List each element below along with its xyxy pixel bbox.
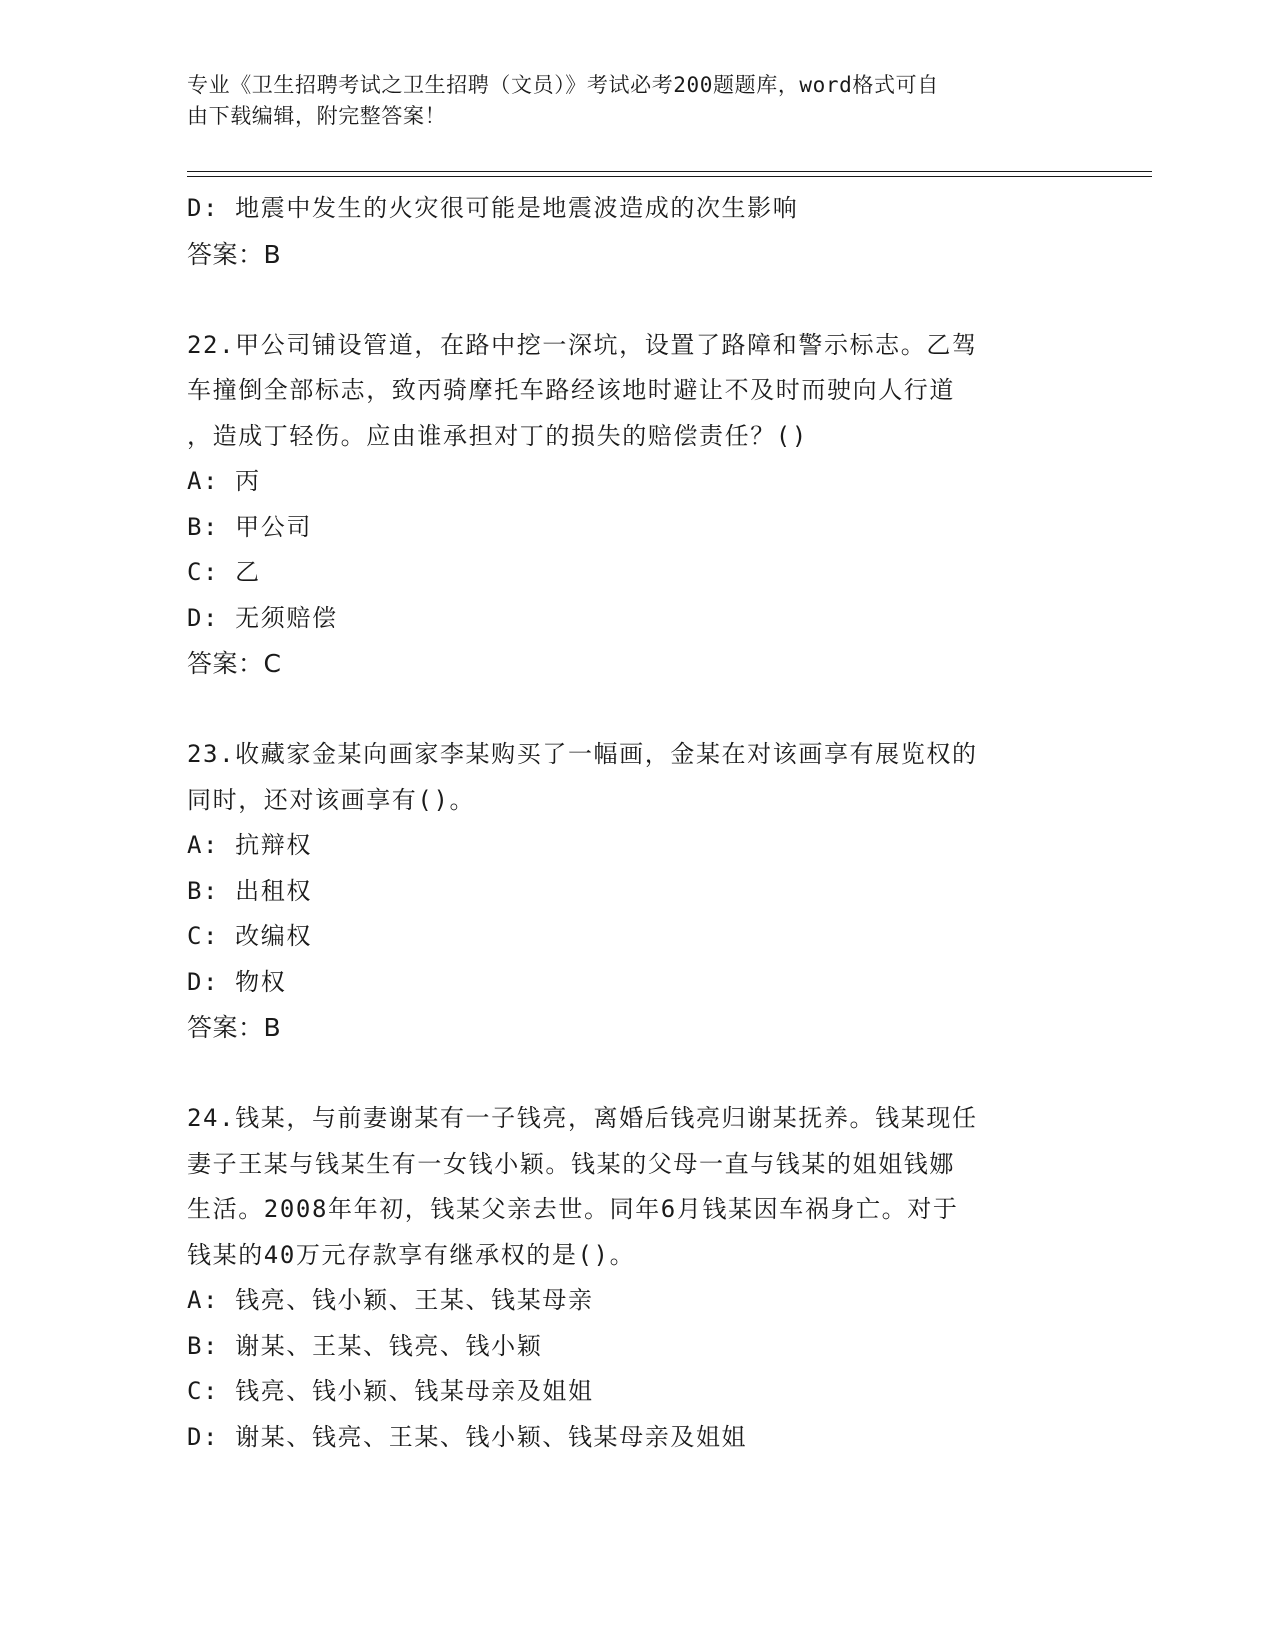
option-d: D: 地震中发生的火灾很可能是地震波造成的次生影响 — [187, 194, 799, 222]
question-stem: ，造成丁轻伤。应由谁承担对丁的损失的赔偿责任？() — [187, 421, 808, 450]
header-line-2: 由下载编辑，附完整答案！ — [187, 104, 447, 128]
question-stem: 钱某的40万元存款享有继承权的是()。 — [187, 1240, 636, 1269]
option-b: B: 甲公司 — [187, 512, 312, 541]
question-22 — [187, 323, 1087, 687]
option-c: C: 乙 — [187, 558, 261, 586]
option-b: B: 谢某、王某、钱亮、钱小颖 — [187, 1331, 543, 1360]
option-c: C: 改编权 — [187, 922, 312, 950]
question-stem: 24.钱某，与前妻谢某有一子钱亮，离婚后钱亮归谢某抚养。钱某现任 — [187, 1104, 978, 1132]
answer-line: 答案：B — [187, 239, 282, 269]
option-d: D: 谢某、钱亮、王某、钱小颖、钱某母亲及姐姐 — [187, 1422, 748, 1451]
option-d: D: 物权 — [187, 967, 287, 996]
question-23 — [187, 732, 1087, 1051]
question-stem: 22.甲公司铺设管道，在路中挖一深坑，设置了路障和警示标志。乙驾 — [187, 330, 978, 359]
option-a: A: 丙 — [187, 467, 261, 495]
question-content — [187, 186, 1087, 1460]
answer-line: 答案：C — [187, 649, 282, 678]
question-24 — [187, 1096, 1087, 1460]
option-b: B: 出租权 — [187, 876, 312, 905]
document-header — [187, 70, 1067, 132]
header-line-1: 专业《卫生招聘考试之卫生招聘（文员）》考试必考200题题库，word格式可自 — [187, 73, 939, 97]
question-stem: 车撞倒全部标志，致丙骑摩托车路经该地时避让不及时而驶向人行道 — [187, 376, 955, 404]
answer-line: 答案：B — [187, 1013, 282, 1042]
question-stem: 妻子王某与钱某生有一女钱小颖。钱某的父母一直与钱某的姐姐钱娜 — [187, 1149, 955, 1178]
option-c: C: 钱亮、钱小颖、钱某母亲及姐姐 — [187, 1377, 594, 1405]
option-d: D: 无须赔偿 — [187, 603, 338, 632]
header-rule-top — [187, 171, 1152, 172]
question-stem: 23.收藏家金某向画家李某购买了一幅画，金某在对该画享有展览权的 — [187, 740, 978, 768]
header-rule-bottom — [187, 176, 1152, 177]
option-a: A: 抗辩权 — [187, 831, 312, 859]
question-stem: 同时，还对该画享有()。 — [187, 785, 476, 814]
question-stem: 生活。2008年年初，钱某父亲去世。同年6月钱某因车祸身亡。对于 — [187, 1195, 959, 1223]
previous-question-tail — [187, 186, 1087, 277]
option-a: A: 钱亮、钱小颖、王某、钱某母亲 — [187, 1286, 594, 1314]
